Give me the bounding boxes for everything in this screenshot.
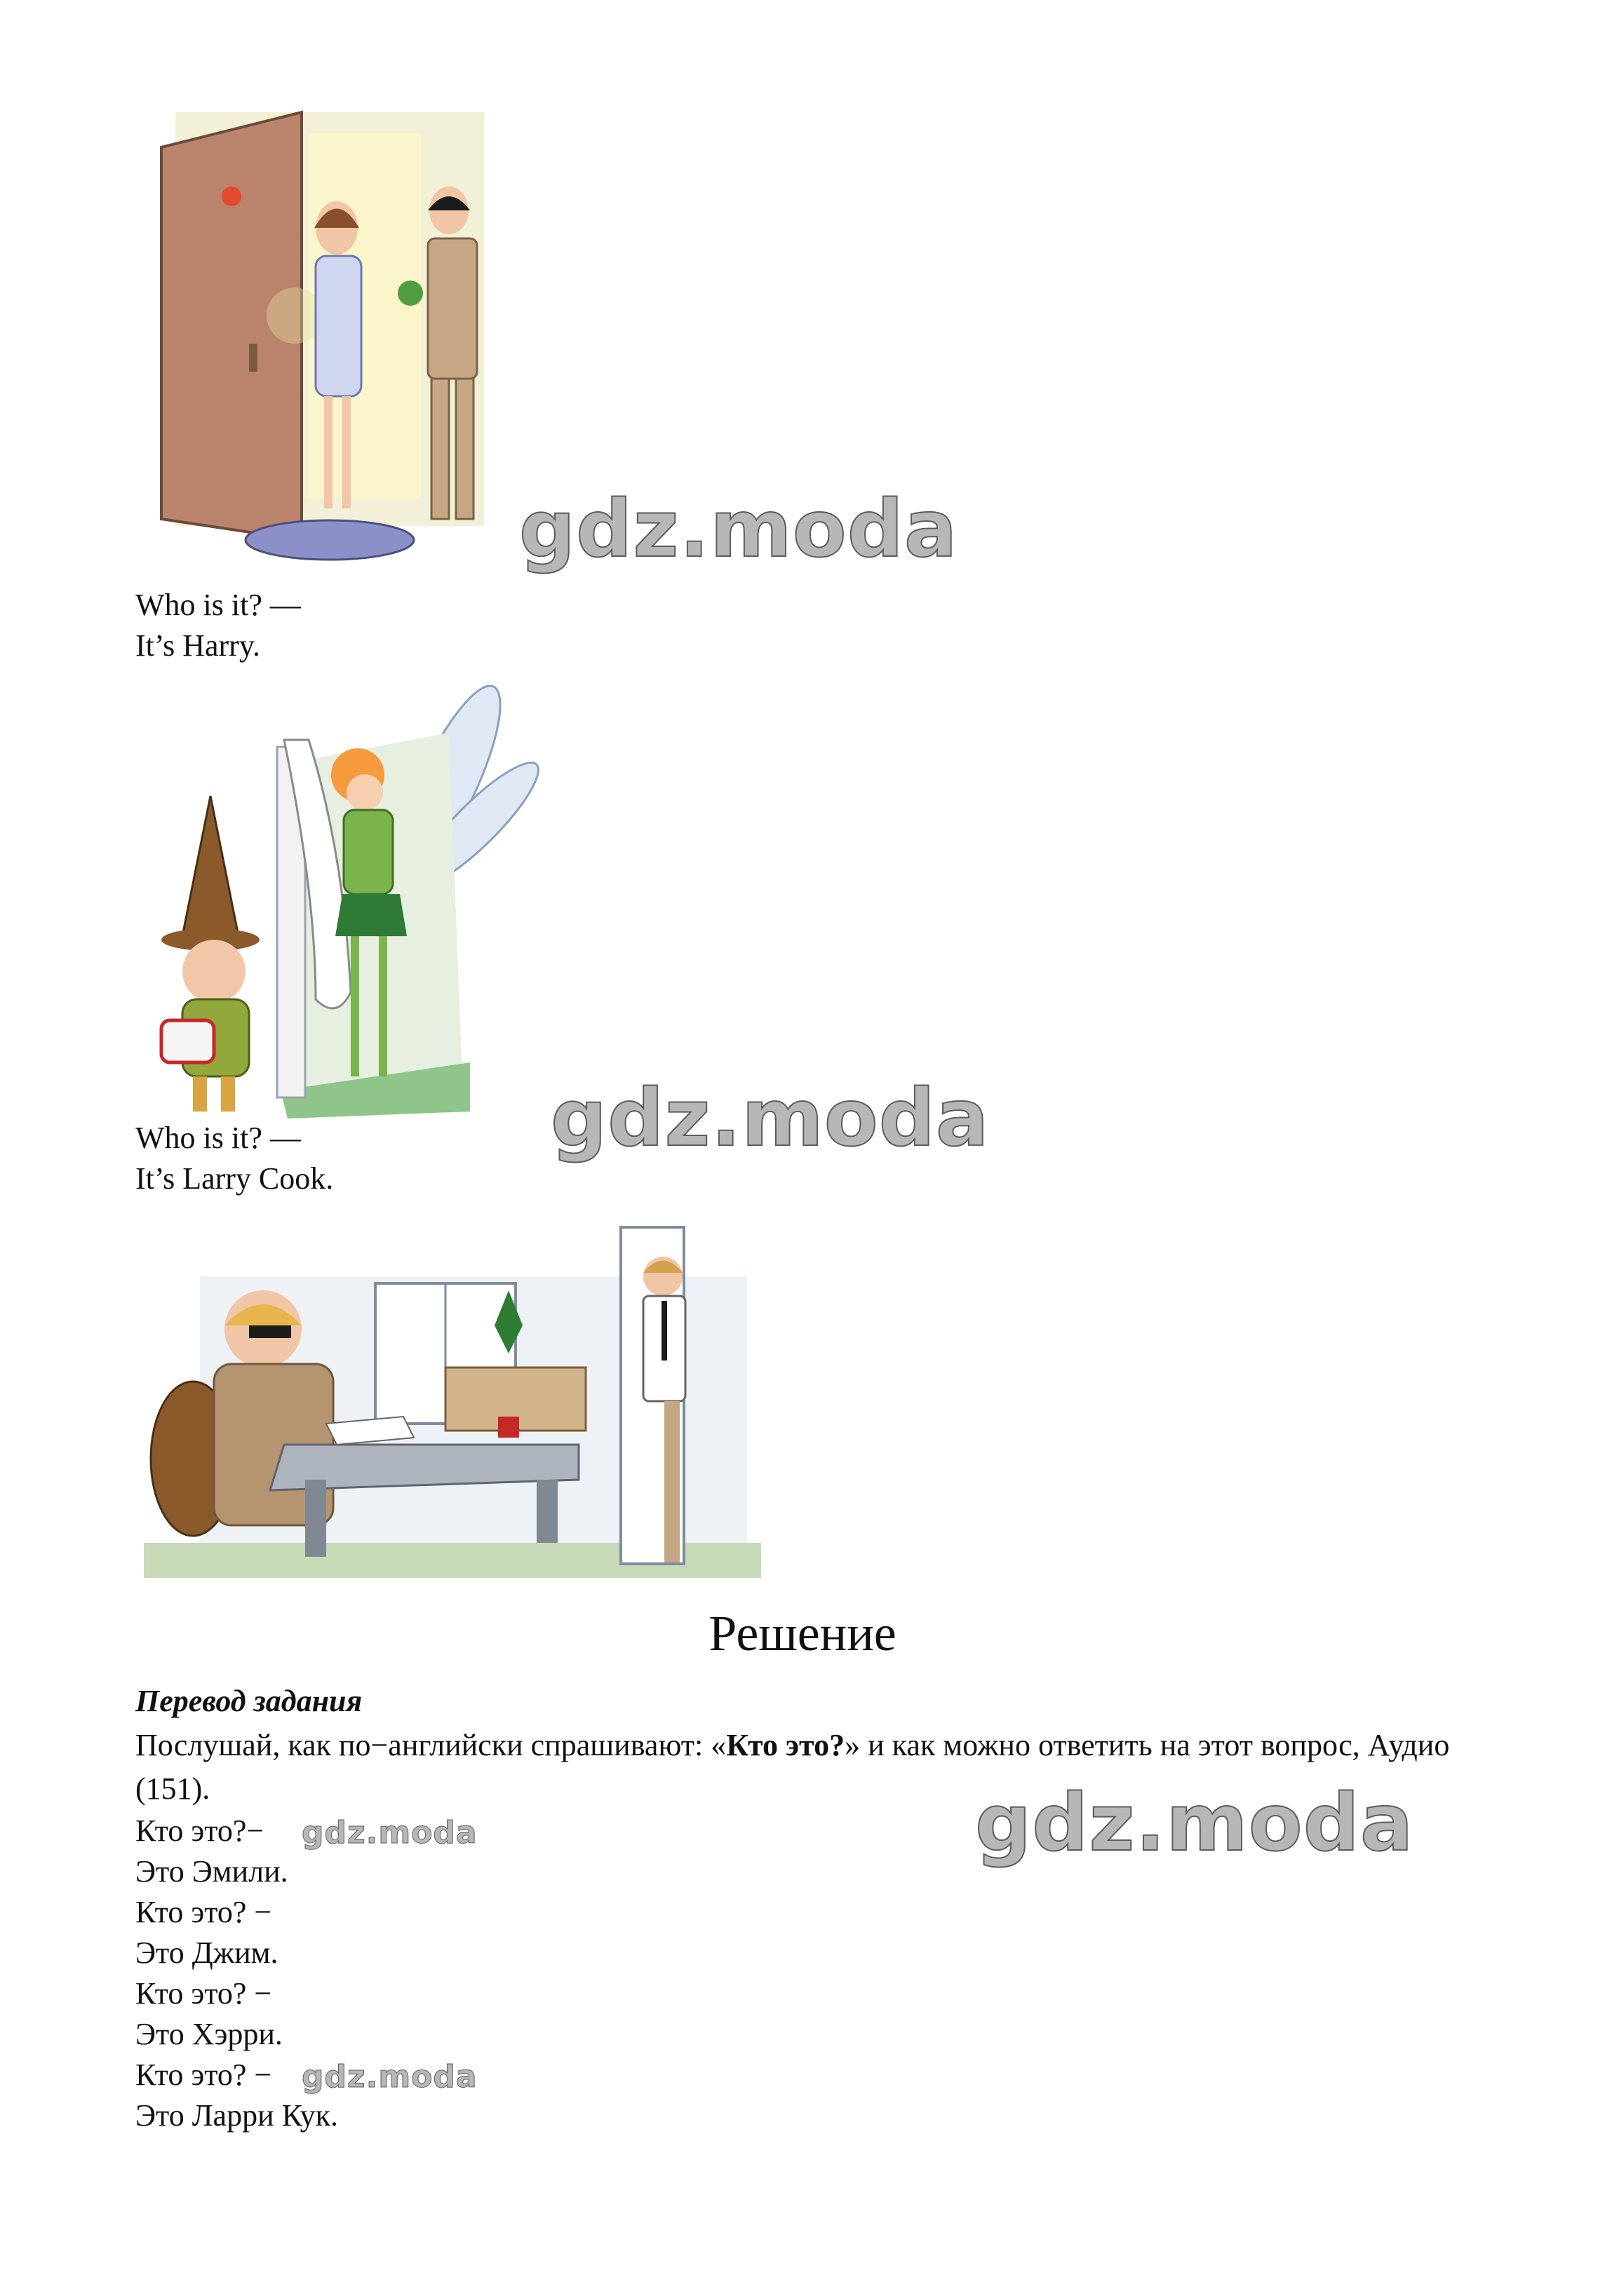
- translation-line-7: Кто это? −: [135, 2058, 272, 2092]
- translation-line-8: Это Ларри Кук.: [135, 2098, 339, 2133]
- question-2: Who is it? —: [135, 1121, 301, 1155]
- watermark: gdz.moda: [975, 1778, 1414, 1869]
- translation-subheading: Перевод задания: [135, 1684, 363, 1718]
- translation-line-2: Это Эмили.: [135, 1854, 288, 1889]
- translation-line-4: Это Джим.: [135, 1936, 278, 1970]
- illustration-door-scene: [133, 105, 526, 568]
- fairy-scene-drawing: [154, 670, 547, 1119]
- watermark: gdz.moda: [519, 484, 958, 575]
- illustration-fairy-scene: [154, 670, 547, 1119]
- answer-2: It’s Larry Cook.: [135, 1161, 334, 1196]
- watermark: gdz.moda: [551, 1073, 990, 1164]
- translation-line-1: Кто это?−: [135, 1814, 264, 1848]
- instruction-text-before: Послушай, как по−английски спрашивают: «: [135, 1728, 727, 1762]
- watermark: gdz.moda: [302, 2059, 478, 2095]
- solution-heading: Решение: [709, 1605, 896, 1661]
- translation-line-6: Это Хэрри.: [135, 2017, 283, 2051]
- question-1: Who is it? —: [135, 588, 301, 622]
- watermark: gdz.moda: [302, 1815, 478, 1851]
- office-scene-drawing: [144, 1213, 761, 1578]
- answer-1: It’s Harry.: [135, 628, 260, 663]
- door-scene-drawing: [133, 105, 526, 568]
- translation-line-5: Кто это? −: [135, 1976, 272, 2011]
- translation-line-3: Кто это? −: [135, 1895, 272, 1929]
- illustration-office-scene: [144, 1213, 761, 1578]
- instruction-text-after: » и как можно ответить на этот вопрос, Аудио (151).: [135, 1728, 1450, 1806]
- instruction-text-bold: Кто это?: [726, 1728, 845, 1762]
